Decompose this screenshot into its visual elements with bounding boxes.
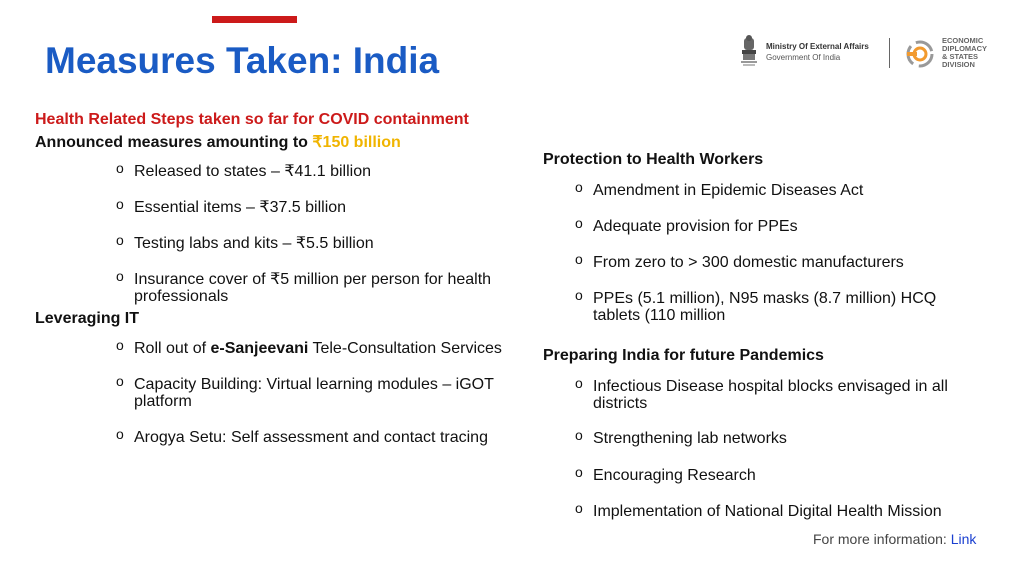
bullet-marker-icon: o — [116, 160, 124, 176]
ed-division-name: ECONOMIC DIPLOMACY & STATES DIVISION — [942, 36, 987, 69]
health-workers-heading: Protection to Health Workers — [543, 151, 764, 168]
announced-measures-heading: Announced measures amounting to ₹150 billion — [35, 134, 401, 151]
leveraging-it-heading: Leveraging IT — [35, 310, 140, 327]
ed-division-logo — [904, 36, 1014, 72]
list-item: o Infectious Disease hospital blocks envisaged in all districts — [575, 375, 948, 412]
bullet-marker-icon: o — [575, 427, 583, 443]
bullet-marker-icon: o — [116, 268, 124, 284]
bullet-marker-icon: o — [575, 500, 583, 516]
list-item: o Encouraging Research — [575, 464, 756, 484]
bullet-marker-icon: o — [575, 251, 583, 267]
mea-name: Ministry Of External Affairs — [766, 42, 869, 51]
announced-amount: ₹150 billion — [312, 134, 401, 151]
more-info-link[interactable]: Link — [950, 531, 977, 547]
more-info-footer: For more information: Link — [813, 531, 977, 547]
list-item: o PPEs (5.1 million), N95 masks (8.7 million) HCQ tablets (110 million — [575, 287, 937, 324]
list-item: o Released to states – ₹41.1 billion — [116, 160, 371, 180]
future-pandemics-heading: Preparing India for future Pandemics — [543, 347, 824, 364]
logo-divider — [889, 38, 890, 68]
bullet-marker-icon: o — [575, 464, 583, 480]
bullet-marker-icon: o — [575, 215, 583, 231]
bullet-marker-icon: o — [116, 373, 124, 389]
health-steps-heading: Health Related Steps taken so far for COVID containment — [35, 111, 469, 128]
list-item: o Adequate provision for PPEs — [575, 215, 798, 235]
ed-division-icon — [904, 38, 936, 70]
list-item: o Roll out of e-Sanjeevani Tele-Consultation Services — [116, 337, 502, 357]
bullet-marker-icon: o — [116, 232, 124, 248]
list-item: o Implementation of National Digital Health Mission — [575, 500, 942, 520]
page-title: Measures Taken: India — [45, 40, 440, 81]
list-item: o Strengthening lab networks — [575, 427, 787, 447]
esanjeevani-name: e-Sanjeevani — [210, 340, 309, 357]
title-accent-bar — [212, 16, 297, 23]
list-item: o Arogya Setu: Self assessment and contact tracing — [116, 426, 488, 446]
list-item: o Amendment in Epidemic Diseases Act — [575, 179, 864, 199]
bullet-marker-icon: o — [116, 426, 124, 442]
list-item: o From zero to > 300 domestic manufacturers — [575, 251, 904, 271]
bullet-marker-icon: o — [116, 196, 124, 212]
national-emblem-icon — [738, 34, 760, 68]
list-item: o Testing labs and kits – ₹5.5 billion — [116, 232, 374, 252]
bullet-marker-icon: o — [575, 287, 583, 303]
list-item: o Capacity Building: Virtual learning modules – iGOT platform — [116, 373, 494, 410]
list-item: o Insurance cover of ₹5 million per person for health professionals — [116, 268, 492, 305]
bullet-marker-icon: o — [116, 337, 124, 353]
mea-logo — [738, 34, 883, 70]
mea-subtitle: Government Of India — [766, 53, 841, 62]
bullet-marker-icon: o — [575, 179, 583, 195]
bullet-marker-icon: o — [575, 375, 583, 391]
list-item: o Essential items – ₹37.5 billion — [116, 196, 347, 216]
